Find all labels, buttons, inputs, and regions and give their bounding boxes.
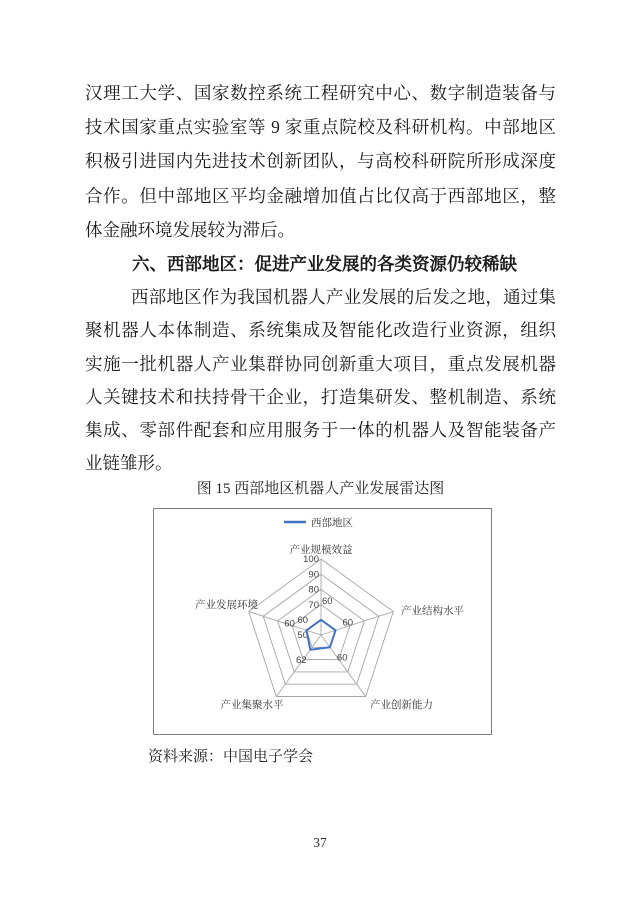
figure-caption: 图 15 西部地区机器人产业发展雷达图: [196, 481, 445, 497]
text-line: 聚机器人本体制造、系统集成及智能化改造行业资源，组织: [85, 320, 556, 341]
text-line: 技术国家重点实验室等 9 家重点院校及科研机构。中部地区: [85, 117, 556, 138]
data-label: 60: [322, 596, 333, 607]
data-label: 60: [336, 652, 348, 664]
axis-tick-label: 60: [297, 615, 308, 626]
paragraph-1: [85, 76, 556, 247]
category-label: 产业结构水平: [401, 605, 464, 617]
radar-chart: [153, 508, 492, 735]
data-label: 60: [342, 617, 354, 629]
text-line: 合作。但中部地区平均金融增加值占比仅高于西部地区，整: [85, 185, 556, 206]
axis-tick-label: 90: [308, 569, 319, 581]
text-line: 西部地区作为我国机器人产业发展的后发之地，通过集: [131, 287, 556, 307]
category-label: 产业创新能力: [370, 699, 433, 711]
legend-label: 西部地区: [311, 517, 353, 529]
axis-tick-label: 100: [303, 554, 319, 566]
data-label: 62: [295, 654, 307, 666]
text-line: 实施一批机器人产业集群协同创新重大项目，重点发展机器: [85, 353, 556, 374]
text-line: 积极引进国内先进技术创新团队，与高校科研院所形成深度: [85, 151, 556, 172]
data-label: 60: [284, 618, 295, 630]
axis-spoke: [321, 612, 393, 635]
axis-tick-label: 50: [297, 630, 308, 642]
text-line: 业链雏形。: [85, 453, 173, 474]
source-note: 资料来源：中国电子学会: [148, 749, 314, 765]
axis-tick-label: 80: [308, 584, 319, 596]
paragraph-2: [85, 281, 556, 481]
text-line: 人关键技术和扶持骨干企业，打造集研发、整机制造、系统: [85, 386, 556, 407]
radar-chart-svg: [154, 509, 491, 734]
axis-tick-label: 70: [308, 599, 319, 611]
page-number: 37: [313, 835, 327, 850]
category-label: 产业发展环境: [195, 599, 258, 611]
category-label: 产业集聚水平: [220, 699, 284, 711]
text-line: 汉理工大学、国家数控系统工程研究中心、数字制造装备与: [85, 83, 556, 103]
section-heading: 六、西部地区：促进产业发展的各类资源仍较稀缺: [132, 254, 517, 274]
category-label: 产业规模效益: [289, 544, 353, 556]
text-line: 体金融环境发展较为滞后。: [85, 219, 295, 240]
axis-spoke: [321, 635, 366, 696]
text-line: 集成、零部件配套和应用服务于一体的机器人及智能装备产: [85, 420, 556, 441]
